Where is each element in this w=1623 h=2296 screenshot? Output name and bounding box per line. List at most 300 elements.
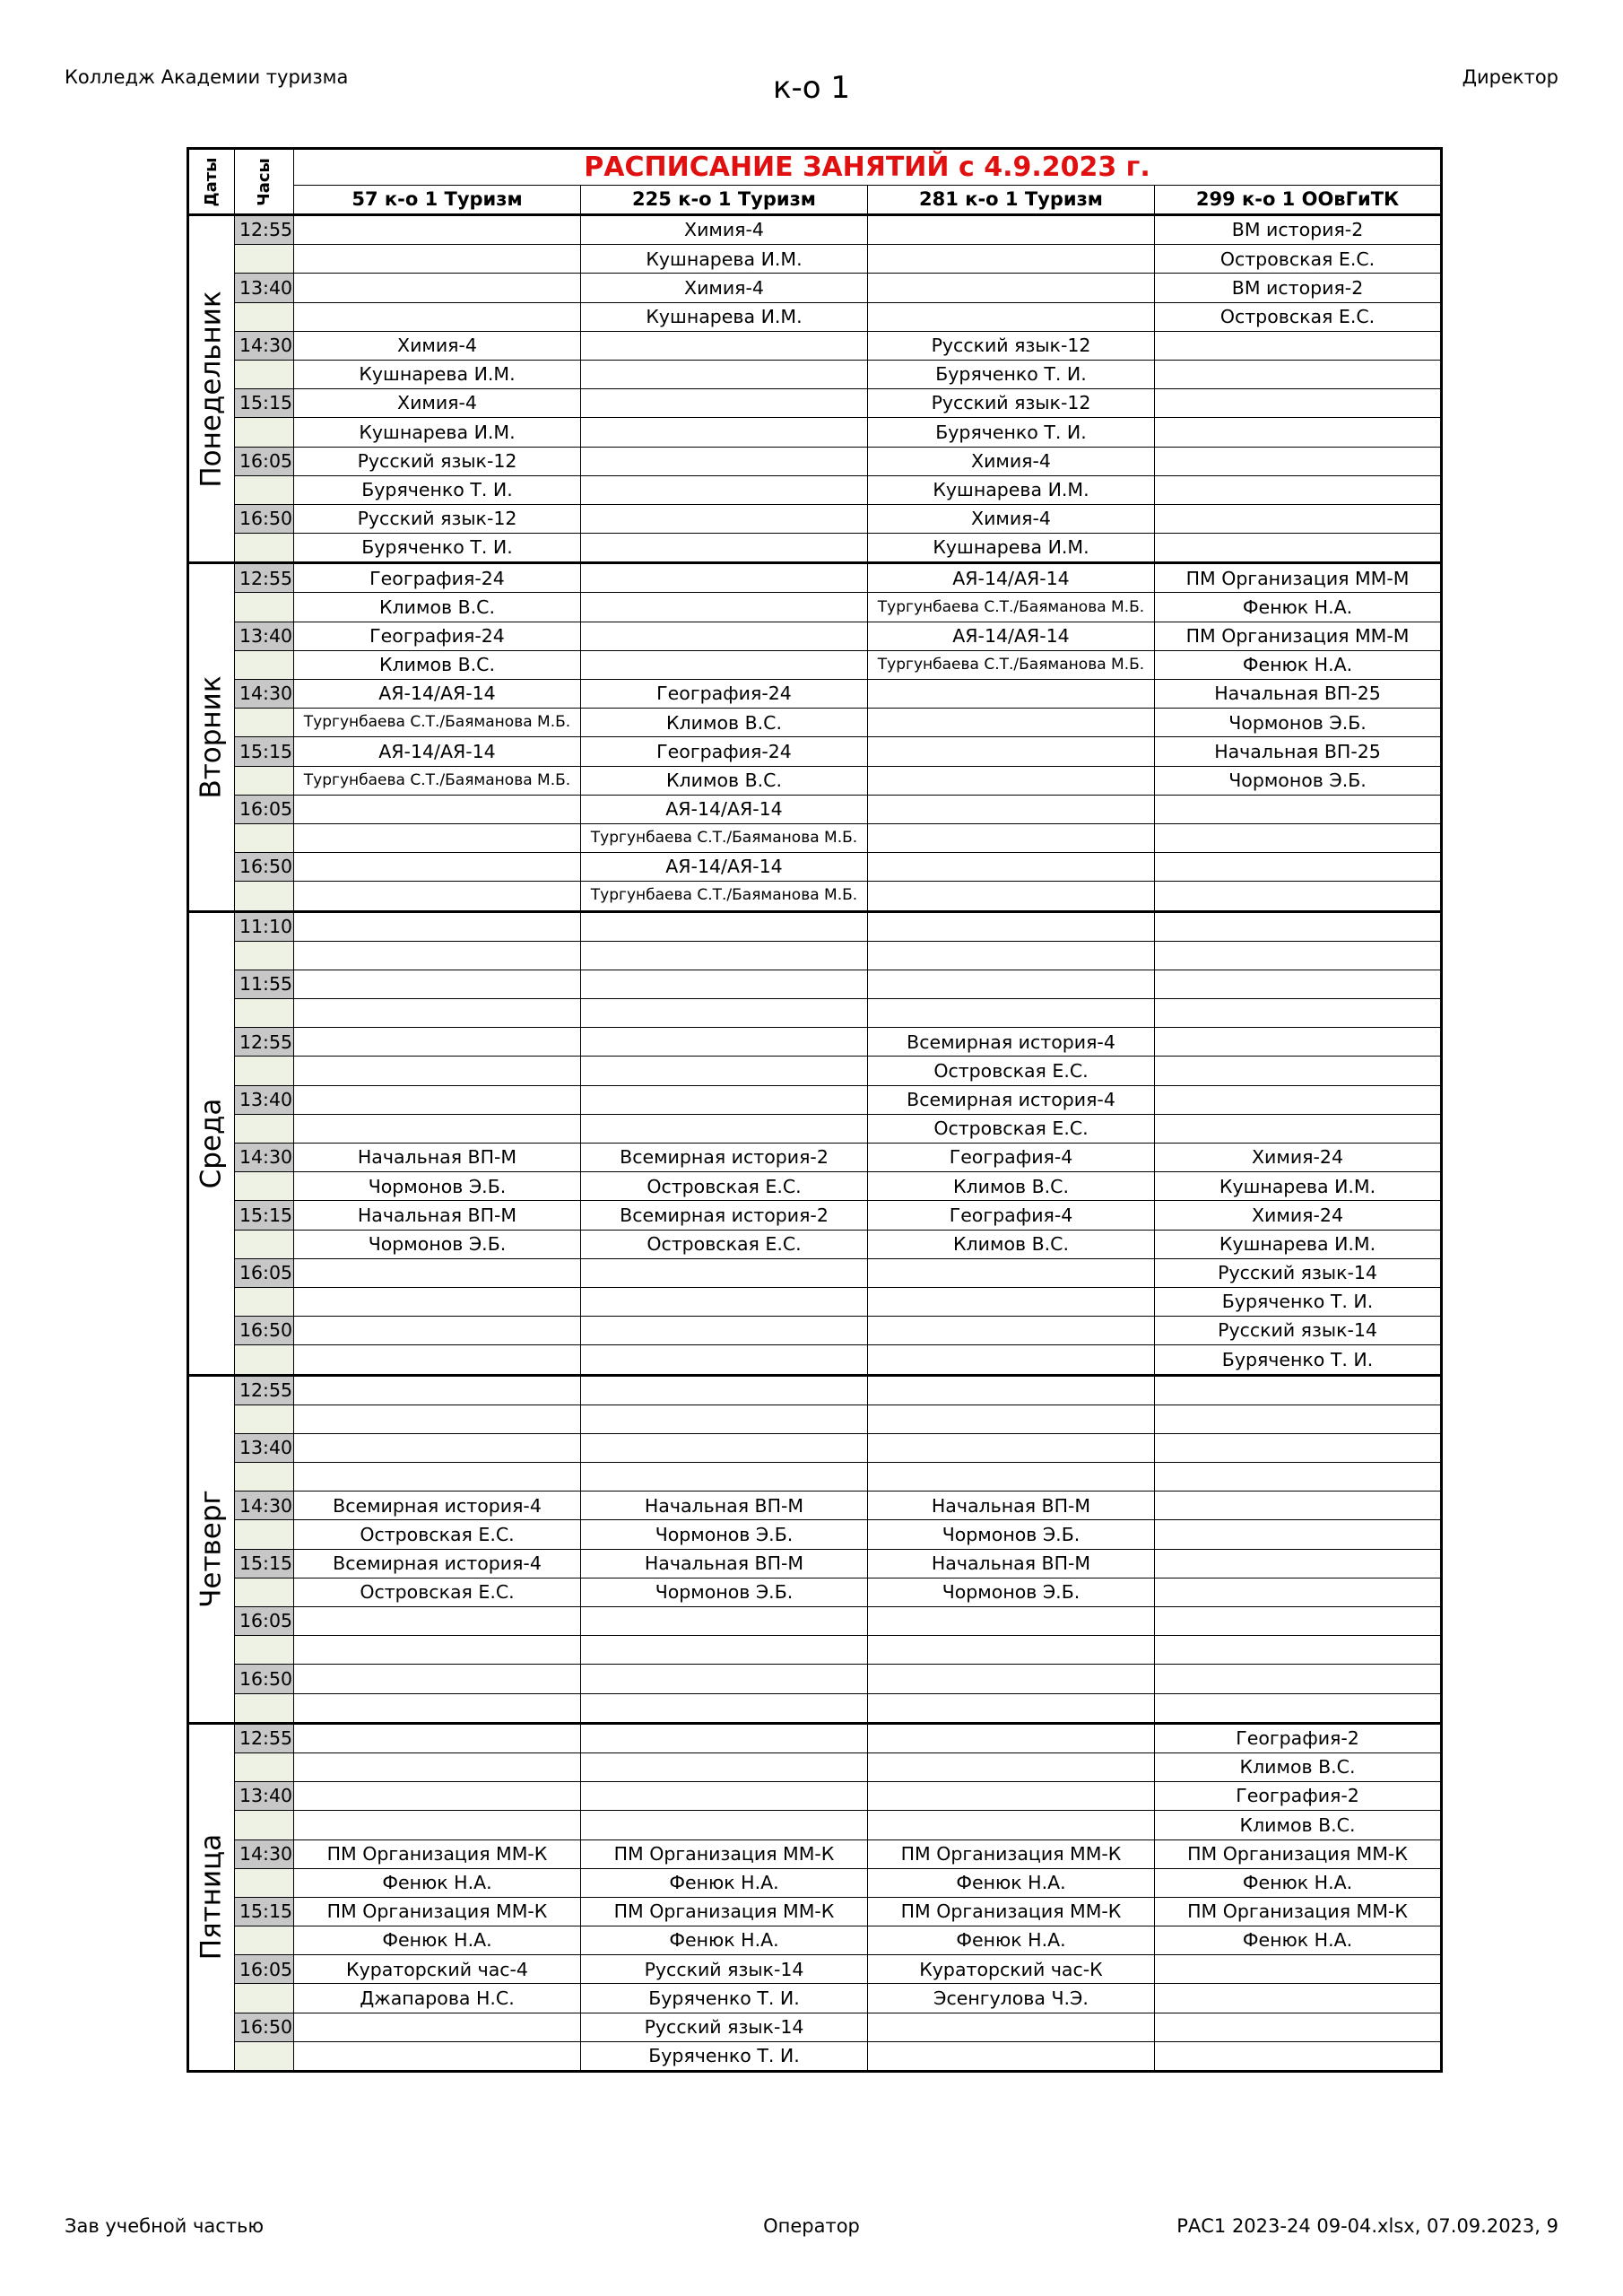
subject-cell [1155,1433,1442,1462]
subject-cell [294,795,581,823]
time-cell-blank [235,418,294,447]
teacher-cell: Фенюк Н.А. [1155,1868,1442,1897]
table-row [188,1028,1442,1057]
teacher-cell: Фенюк Н.А. [868,1926,1155,1955]
teacher-cell: Климов В.С. [1155,1811,1442,1839]
day-label: Пятница [188,1723,235,2071]
teacher-cell: Климов В.С. [581,766,868,795]
table-row [188,274,1442,302]
subject-cell [294,1028,581,1057]
table-row [188,737,1442,766]
subject-cell: ПМ Организация ММ-К [1155,1897,1442,1926]
teacher-cell [1155,1578,1442,1606]
time-cell-blank [235,302,294,331]
table-row [188,447,1442,475]
subject-cell: Кураторский час-4 [294,1955,581,1984]
teacher-cell: Джапарова Н.С. [294,1984,581,2013]
time-cell: 15:15 [235,1201,294,1230]
subject-cell: География-24 [294,563,581,593]
column-header-row [188,186,1442,215]
table-row [188,534,1442,563]
time-cell: 15:15 [235,737,294,766]
table-row [188,622,1442,650]
title-row [188,149,1442,186]
table-row [188,911,1442,941]
teacher-cell: Буряченко Т. И. [581,2041,868,2071]
teacher-cell: Буряченко Т. И. [1155,1287,1442,1316]
teacher-cell: Фенюк Н.А. [581,1868,868,1897]
teacher-cell [1155,1057,1442,1085]
subject-cell: Кураторский час-К [868,1955,1155,1984]
subject-cell: ВМ история-2 [1155,215,1442,245]
subject-cell [1155,911,1442,941]
time-cell-blank [235,941,294,970]
teacher-cell: Островская Е.С. [1155,302,1442,331]
subject-cell [868,1258,1155,1287]
subject-cell [294,911,581,941]
table-row [188,389,1442,418]
teacher-cell: Чормонов Э.Б. [1155,766,1442,795]
day-label: Четверг [188,1375,235,1723]
teacher-cell [581,418,868,447]
subject-cell [294,1085,581,1114]
subject-cell: География-24 [581,737,868,766]
deputy-label: Зав учебной частью [65,2215,265,2237]
time-cell: 11:10 [235,911,294,941]
time-cell: 12:55 [235,1723,294,1752]
table-row [188,1433,1442,1462]
time-cell: 12:55 [235,215,294,245]
teacher-cell [1155,1114,1442,1143]
table-row [188,215,1442,245]
column-header: 281 к-о 1 Туризм [868,186,1155,215]
subject-cell [868,737,1155,766]
teacher-cell: Климов В.С. [581,709,868,737]
time-cell-blank [235,1693,294,1723]
subject-cell [1155,1549,1442,1578]
day-label: Понедельник [188,215,235,563]
subject-cell [294,2013,581,2041]
table-row [188,1520,1442,1549]
subject-cell [1155,2013,1442,2041]
table-row [188,853,1442,882]
subject-cell [294,1665,581,1693]
table-row [188,1258,1442,1287]
teacher-cell [294,1287,581,1316]
subject-cell [868,853,1155,882]
teacher-cell [868,766,1155,795]
table-row [188,475,1442,504]
subject-cell [868,1665,1155,1693]
subject-cell: Русский язык-14 [581,2013,868,2041]
time-cell-blank [235,1984,294,2013]
subject-cell [868,1723,1155,1752]
subject-cell [868,1607,1155,1636]
teacher-cell [1155,2041,1442,2071]
teacher-cell [581,1057,868,1085]
time-cell: 16:50 [235,2013,294,2041]
time-cell-blank [235,1345,294,1375]
subject-cell [581,1665,868,1693]
subject-cell [294,1782,581,1811]
teacher-cell [1155,941,1442,970]
teacher-cell: Чормонов Э.Б. [581,1520,868,1549]
teacher-cell [294,1636,581,1665]
time-cell-blank [235,245,294,274]
table-row [188,1665,1442,1693]
table-row [188,245,1442,274]
subject-cell [868,795,1155,823]
subject-cell: АЯ-14/АЯ-14 [581,853,868,882]
teacher-cell [868,1405,1155,1433]
table-row [188,970,1442,998]
time-cell-blank [235,1114,294,1143]
subject-cell: Начальная ВП-М [868,1549,1155,1578]
teacher-cell [294,1752,581,1781]
table-row [188,418,1442,447]
subject-cell [1155,331,1442,360]
table-row [188,1636,1442,1665]
table-row [188,1375,1442,1405]
subject-cell [581,1782,868,1811]
subject-cell [581,1085,868,1114]
teacher-cell [581,1752,868,1781]
teacher-cell: Тургунбаева С.Т./Баяманова М.Б. [868,650,1155,679]
subject-cell [1155,795,1442,823]
subject-cell: География-4 [868,1201,1155,1230]
dates-header: Даты [188,149,235,215]
table-row [188,2041,1442,2071]
teacher-cell [294,1811,581,1839]
teacher-cell [294,941,581,970]
subject-cell: АЯ-14/АЯ-14 [868,563,1155,593]
schedule-title: РАСПИСАНИЕ ЗАНЯТИЙ с 4.9.2023 г. [294,149,1442,186]
subject-cell: ПМ Организация ММ-М [1155,563,1442,593]
day-label: Среда [188,911,235,1375]
table-row [188,766,1442,795]
teacher-cell: Климов В.С. [868,1230,1155,1258]
subject-cell [868,274,1155,302]
time-cell-blank [235,534,294,563]
table-row [188,999,1442,1028]
teacher-cell [1155,1693,1442,1723]
subject-cell: ПМ Организация ММ-К [581,1897,868,1926]
table-row [188,1114,1442,1143]
subject-cell [294,1607,581,1636]
time-cell-blank [235,593,294,622]
time-cell-blank [235,1926,294,1955]
operator-label: Оператор [763,2215,860,2237]
subject-cell [581,1723,868,1752]
teacher-cell: Чормонов Э.Б. [868,1578,1155,1606]
subject-cell: АЯ-14/АЯ-14 [294,680,581,709]
teacher-cell [581,534,868,563]
time-cell: 16:50 [235,1317,294,1345]
subject-cell: Химия-24 [1155,1144,1442,1172]
table-row [188,1172,1442,1201]
teacher-cell [1155,1463,1442,1492]
teacher-cell [868,1287,1155,1316]
table-row [188,1463,1442,1492]
time-cell-blank [235,1405,294,1433]
time-cell: 15:15 [235,1549,294,1578]
teacher-cell [868,999,1155,1028]
table-row [188,1144,1442,1172]
subject-cell [294,274,581,302]
teacher-cell [868,1811,1155,1839]
time-cell-blank [235,1578,294,1606]
subject-cell: Начальная ВП-М [581,1549,868,1578]
subject-cell: Русский язык-12 [868,389,1155,418]
teacher-cell [1155,1636,1442,1665]
time-cell: 11:55 [235,970,294,998]
table-row [188,1085,1442,1114]
subject-cell [581,1607,868,1636]
table-row [188,1693,1442,1723]
teacher-cell: Буряченко Т. И. [294,534,581,563]
subject-cell [1155,1028,1442,1057]
table-row [188,882,1442,911]
teacher-cell: Климов В.С. [294,650,581,679]
teacher-cell [868,709,1155,737]
teacher-cell: Чормонов Э.Б. [868,1520,1155,1549]
teacher-cell [581,475,868,504]
time-cell: 16:05 [235,1258,294,1287]
subject-cell: ВМ история-2 [1155,274,1442,302]
teacher-cell [1155,1520,1442,1549]
teacher-cell [294,1057,581,1085]
time-cell: 14:30 [235,331,294,360]
teacher-cell: Островская Е.С. [868,1057,1155,1085]
subject-cell [1155,504,1442,533]
subject-cell: АЯ-14/АЯ-14 [581,795,868,823]
subject-cell [581,447,868,475]
teacher-cell [294,999,581,1028]
teacher-cell: Фенюк Н.А. [581,1926,868,1955]
teacher-cell: Фенюк Н.А. [1155,593,1442,622]
group-title: к-о 1 [772,70,851,106]
table-row [188,1723,1442,1752]
teacher-cell [294,1693,581,1723]
teacher-cell: Чормонов Э.Б. [581,1578,868,1606]
subject-cell [1155,1665,1442,1693]
time-cell-blank [235,1463,294,1492]
time-cell-blank [235,1230,294,1258]
column-header: 57 к-о 1 Туризм [294,186,581,215]
teacher-cell: Фенюк Н.А. [1155,650,1442,679]
table-row [188,331,1442,360]
teacher-cell [581,1345,868,1375]
subject-cell [868,1433,1155,1462]
teacher-cell: Кушнарева И.М. [294,360,581,388]
table-row [188,1405,1442,1433]
subject-cell: Начальная ВП-М [868,1492,1155,1520]
time-cell: 12:55 [235,563,294,593]
teacher-cell: Чормонов Э.Б. [294,1230,581,1258]
teacher-cell [868,882,1155,911]
table-row [188,1230,1442,1258]
subject-cell: ПМ Организация ММ-К [868,1897,1155,1926]
time-cell-blank [235,1287,294,1316]
teacher-cell [1155,1984,1442,2013]
teacher-cell: Кушнарева И.М. [294,418,581,447]
subject-cell: ПМ Организация ММ-К [294,1897,581,1926]
teacher-cell [581,1693,868,1723]
time-cell: 14:30 [235,680,294,709]
teacher-cell [581,360,868,388]
teacher-cell [868,1693,1155,1723]
teacher-cell [581,999,868,1028]
time-cell: 16:50 [235,1665,294,1693]
teacher-cell [581,1405,868,1433]
teacher-cell [1155,534,1442,563]
subject-cell: Начальная ВП-25 [1155,680,1442,709]
subject-cell [294,215,581,245]
teacher-cell: Фенюк Н.А. [294,1868,581,1897]
teacher-cell: Кушнарева И.М. [581,302,868,331]
subject-cell: Русский язык-14 [581,1955,868,1984]
column-header: 299 к-о 1 ООвГиТК [1155,186,1442,215]
subject-cell: АЯ-14/АЯ-14 [294,737,581,766]
teacher-cell [294,1405,581,1433]
teacher-cell: Кушнарева И.М. [1155,1172,1442,1201]
teacher-cell: Тургунбаева С.Т./Баяманова М.Б. [868,593,1155,622]
subject-cell [868,970,1155,998]
time-cell: 16:50 [235,853,294,882]
time-cell: 16:05 [235,1955,294,1984]
teacher-cell [581,650,868,679]
time-cell-blank [235,475,294,504]
time-cell: 14:30 [235,1839,294,1868]
subject-cell: География-2 [1155,1723,1442,1752]
table-row [188,1578,1442,1606]
subject-cell [868,680,1155,709]
teacher-cell [868,302,1155,331]
schedule-table [187,147,1443,2073]
table-row [188,1345,1442,1375]
subject-cell [581,389,868,418]
teacher-cell [868,1752,1155,1781]
time-cell-blank [235,709,294,737]
teacher-cell: Островская Е.С. [581,1230,868,1258]
subject-cell: ПМ Организация ММ-К [294,1839,581,1868]
subject-cell [581,1028,868,1057]
subject-cell: Начальная ВП-М [294,1144,581,1172]
subject-cell [1155,1375,1442,1405]
subject-cell [581,1433,868,1462]
teacher-cell: Тургунбаева С.Т./Баяманова М.Б. [581,882,868,911]
teacher-cell [294,1345,581,1375]
subject-cell: Химия-4 [868,504,1155,533]
teacher-cell [294,882,581,911]
subject-cell: ПМ Организация ММ-К [581,1839,868,1868]
table-row [188,563,1442,593]
time-cell: 16:05 [235,795,294,823]
teacher-cell: Островская Е.С. [294,1520,581,1549]
teacher-cell [294,2041,581,2071]
table-row [188,1317,1442,1345]
subject-cell [868,2013,1155,2041]
subject-cell: Всемирная история-4 [294,1549,581,1578]
table-row [188,1782,1442,1811]
table-row [188,650,1442,679]
day-label: Вторник [188,563,235,911]
time-cell-blank [235,1636,294,1665]
time-cell-blank [235,360,294,388]
teacher-cell [294,1114,581,1143]
teacher-cell [581,941,868,970]
subject-cell [868,911,1155,941]
teacher-cell: Чормонов Э.Б. [294,1172,581,1201]
time-cell-blank [235,882,294,911]
teacher-cell: Кушнарева И.М. [581,245,868,274]
teacher-cell [581,593,868,622]
time-cell: 16:05 [235,1607,294,1636]
table-row [188,1811,1442,1839]
subject-cell [868,1317,1155,1345]
table-row [188,593,1442,622]
column-header: 225 к-о 1 Туризм [581,186,868,215]
subject-cell [294,853,581,882]
time-cell-blank [235,1752,294,1781]
time-cell: 12:55 [235,1375,294,1405]
subject-cell: Химия-4 [294,389,581,418]
time-cell-blank [235,766,294,795]
teacher-cell [1155,823,1442,852]
hours-header: Часы [235,149,294,215]
subject-cell [1155,1492,1442,1520]
teacher-cell: Островская Е.С. [1155,245,1442,274]
subject-cell: География-24 [294,622,581,650]
table-row [188,1926,1442,1955]
teacher-cell: Тургунбаева С.Т./Баяманова М.Б. [581,823,868,852]
teacher-cell: Островская Е.С. [294,1578,581,1606]
subject-cell: Всемирная история-2 [581,1201,868,1230]
table-row [188,680,1442,709]
subject-cell [581,563,868,593]
teacher-cell [868,823,1155,852]
subject-cell [581,1375,868,1405]
time-cell-blank [235,823,294,852]
time-cell: 13:40 [235,274,294,302]
teacher-cell [294,823,581,852]
subject-cell [1155,1085,1442,1114]
table-row [188,709,1442,737]
subject-cell: Русский язык-14 [1155,1258,1442,1287]
time-cell-blank [235,1057,294,1085]
table-row [188,1492,1442,1520]
teacher-cell: Буряченко Т. И. [868,418,1155,447]
time-cell-blank [235,1811,294,1839]
subject-cell [581,622,868,650]
subject-cell [581,1258,868,1287]
teacher-cell [294,1463,581,1492]
table-row [188,1549,1442,1578]
subject-cell [581,970,868,998]
subject-cell [868,215,1155,245]
subject-cell: ПМ Организация ММ-М [1155,622,1442,650]
teacher-cell [868,1463,1155,1492]
table-row [188,1201,1442,1230]
time-cell-blank [235,1868,294,1897]
time-cell: 14:30 [235,1144,294,1172]
director-label: Директор [1462,66,1558,88]
teacher-cell: Островская Е.С. [581,1172,868,1201]
teacher-cell [1155,1405,1442,1433]
teacher-cell: Чормонов Э.Б. [1155,709,1442,737]
time-cell: 13:40 [235,1085,294,1114]
time-cell-blank [235,650,294,679]
